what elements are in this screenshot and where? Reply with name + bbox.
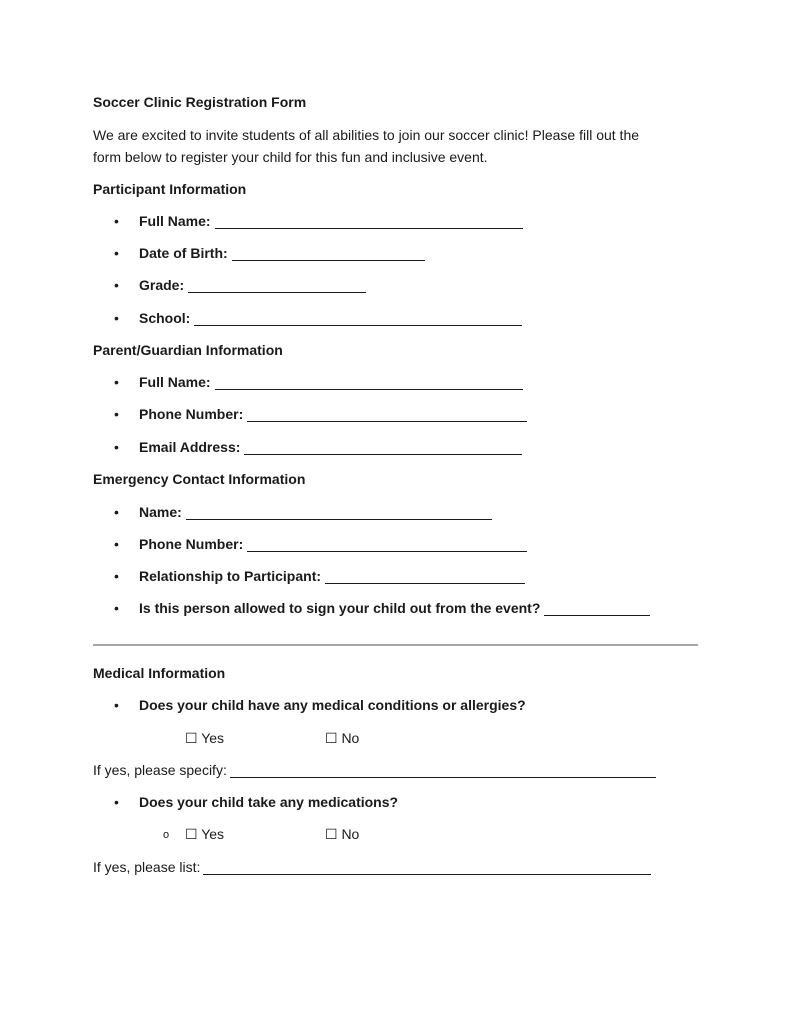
parent-full-name-field[interactable]	[139, 374, 523, 390]
emergency-phone-field[interactable]	[139, 536, 527, 552]
circle-bullet: o	[163, 829, 170, 841]
participant-dob-input-line[interactable]	[232, 246, 425, 261]
participant-heading: Participant Information	[93, 181, 247, 197]
field-label: Name:	[139, 504, 182, 520]
field-label: Relationship to Participant:	[139, 568, 322, 584]
participant-dob-field[interactable]	[139, 245, 425, 261]
medications-yes-checkbox[interactable]: ☐ Yes	[185, 826, 225, 842]
parent-phone-input-line[interactable]	[247, 407, 527, 422]
medications-list-field[interactable]	[93, 859, 651, 875]
parent-email-field[interactable]	[139, 439, 522, 455]
bullet: •	[114, 245, 119, 261]
emergency-phone-input-line[interactable]	[247, 537, 527, 552]
intro-line-1: We are excited to invite students of all abilities to join our soccer clinic! Please fill out the	[93, 127, 640, 143]
participant-grade-field[interactable]	[139, 277, 366, 293]
participant-school-field[interactable]	[139, 310, 522, 326]
emergency-name-input-line[interactable]	[186, 505, 492, 520]
field-label: Full Name:	[139, 213, 211, 229]
participant-grade-input-line[interactable]	[188, 278, 366, 293]
participant-full-name-input-line[interactable]	[215, 214, 523, 229]
emergency-relationship-input-line[interactable]	[325, 569, 525, 584]
bullet: •	[114, 439, 119, 455]
field-label: Phone Number:	[139, 406, 244, 422]
medications-no-checkbox[interactable]: ☐ No	[325, 826, 360, 842]
form-title: Soccer Clinic Registration Form	[93, 94, 307, 110]
parent-full-name-input-line[interactable]	[215, 375, 523, 390]
conditions-specify-input-line[interactable]	[230, 763, 656, 778]
section-divider	[93, 644, 698, 646]
emergency-relationship-field[interactable]	[139, 568, 525, 584]
field-label: Date of Birth:	[139, 245, 228, 261]
emergency-sign-out-field[interactable]	[139, 600, 650, 616]
field-label: Full Name:	[139, 374, 211, 390]
field-label: School:	[139, 310, 191, 326]
field-label: Is this person allowed to sign your child out from the event?	[139, 600, 541, 616]
field-label: If yes, please specify:	[93, 762, 227, 778]
bullet: •	[114, 213, 119, 229]
medications-question: Does your child take any medications?	[139, 794, 399, 810]
parent-phone-field[interactable]	[139, 406, 527, 422]
field-label: Grade:	[139, 277, 185, 293]
medical-heading: Medical Information	[93, 665, 226, 681]
intro-line-2: form below to register your child for this fun and inclusive event.	[93, 149, 488, 165]
bullet: •	[114, 568, 119, 584]
parent-email-input-line[interactable]	[244, 440, 522, 455]
parent-heading: Parent/Guardian Information	[93, 342, 283, 358]
participant-school-input-line[interactable]	[194, 311, 522, 326]
conditions-yes-checkbox[interactable]: ☐ Yes	[185, 730, 225, 746]
field-label: Phone Number:	[139, 536, 244, 552]
bullet: •	[114, 310, 119, 326]
emergency-sign-out-input-line[interactable]	[544, 601, 650, 616]
bullet: •	[114, 794, 119, 810]
bullet: •	[114, 504, 119, 520]
participant-full-name-field[interactable]	[139, 213, 523, 229]
field-label: If yes, please list:	[93, 859, 201, 875]
bullet: •	[114, 406, 119, 422]
bullet: •	[114, 374, 119, 390]
field-label: Email Address:	[139, 439, 241, 455]
conditions-no-checkbox[interactable]: ☐ No	[325, 730, 360, 746]
emergency-name-field[interactable]	[139, 504, 492, 520]
bullet: •	[114, 277, 119, 293]
conditions-specify-field[interactable]	[93, 762, 656, 778]
emergency-heading: Emergency Contact Information	[93, 471, 306, 487]
bullet: •	[114, 600, 119, 616]
bullet: •	[114, 697, 119, 713]
bullet: •	[114, 536, 119, 552]
medical-conditions-question: Does your child have any medical conditions or allergies?	[139, 697, 526, 713]
medications-list-input-line[interactable]	[203, 860, 651, 875]
